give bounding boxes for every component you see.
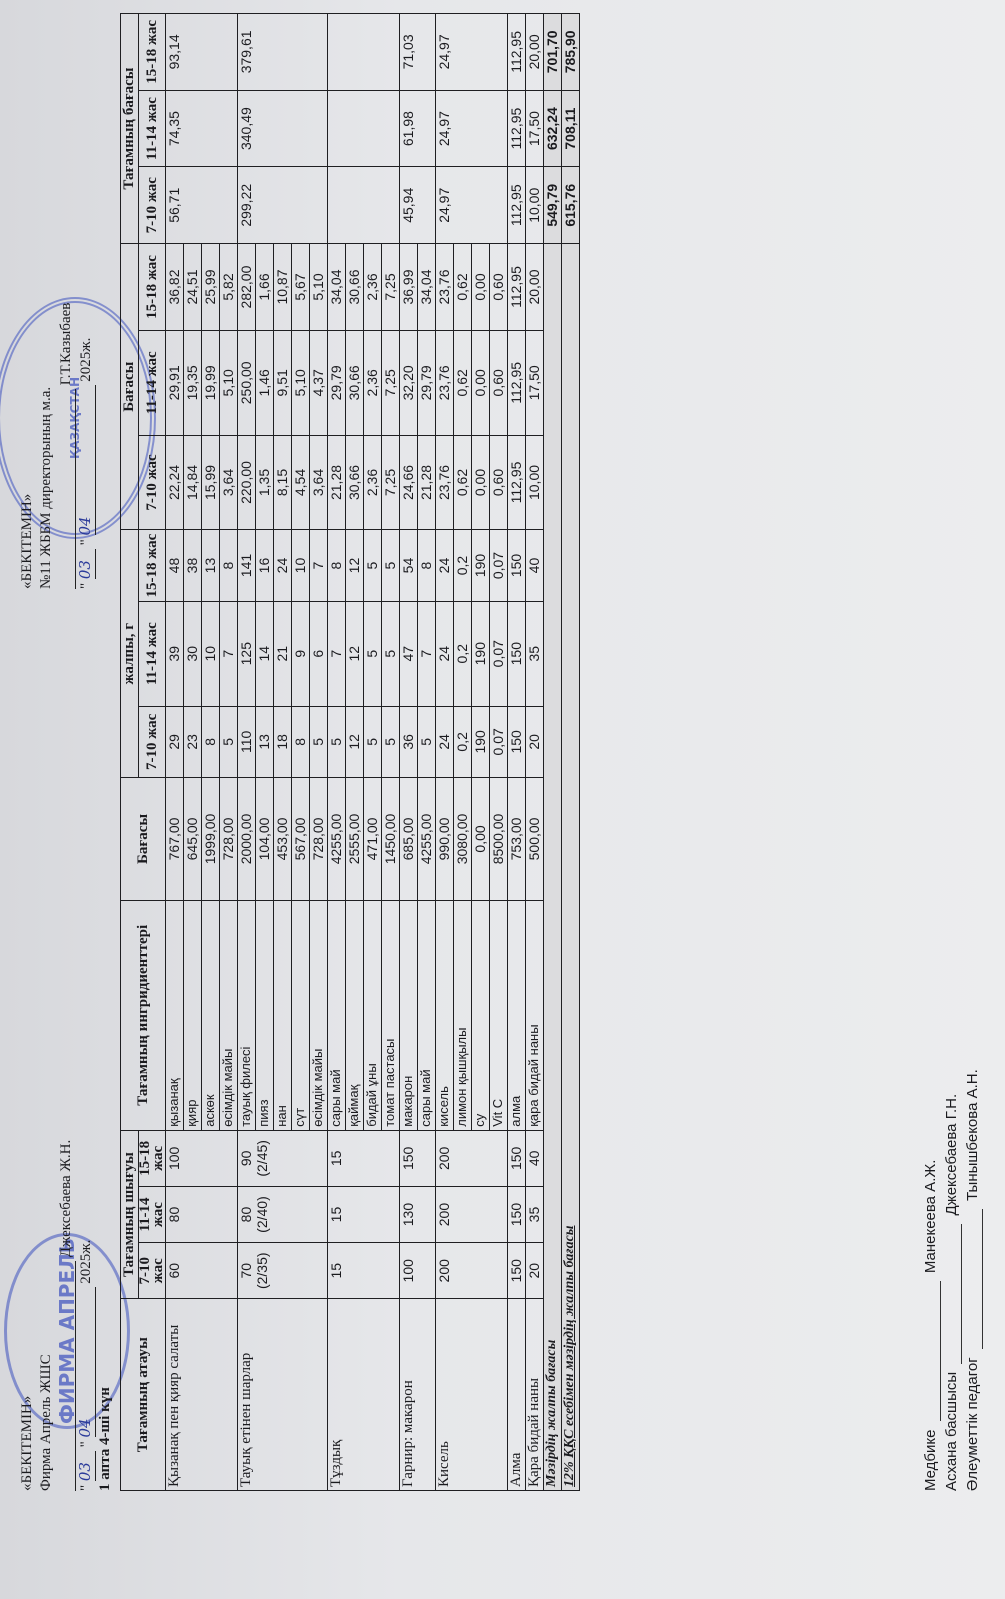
total-vat-row	[562, 14, 580, 1491]
dish-yield: 15	[328, 1186, 400, 1242]
col-cost: Бағасы	[121, 244, 139, 530]
ingredient-cost: 1,35	[256, 435, 274, 530]
ingredient-gross: 7	[418, 601, 436, 706]
date-line-right: " 03 " 04 2025ж.	[76, 337, 94, 589]
ingredient-gross: 12	[346, 530, 364, 602]
approve-heading-right: «БЕКІТЕМІН»	[19, 493, 35, 589]
signatures-block	[920, 1069, 983, 1491]
ingredient-gross: 21	[274, 601, 292, 706]
ingredient-gross: 150	[508, 530, 526, 602]
ingredient-gross: 7	[220, 601, 238, 706]
dish-cost: 10,00	[526, 167, 544, 244]
ingredient-cost: 36,99	[400, 244, 418, 331]
ingredient-cost: 25,99	[202, 244, 220, 331]
ingredient-cost: 3,64	[310, 435, 328, 530]
dish-yield: 150	[508, 1243, 526, 1299]
col-dish-name: Тағамның атауы	[121, 1299, 166, 1491]
name-social-pedagogue: Тынышбекова А.Н.	[964, 1069, 981, 1201]
ingredient-gross: 190	[472, 601, 490, 706]
ingredient-cost: 3,64	[220, 435, 238, 530]
ingredient-gross: 5	[328, 706, 346, 778]
ingredient-cost: 20,00	[526, 244, 544, 331]
name-nurse: Манекеева А.Ж.	[922, 1159, 939, 1274]
menu-cost-table	[120, 13, 580, 1491]
ingredient-gross: 5	[220, 706, 238, 778]
signer-name-left: Джексебаева Ж.Н.	[58, 1139, 74, 1258]
dish-yield: 200	[436, 1243, 508, 1299]
ingredient-gross: 36	[400, 706, 418, 778]
ingredient-price: 1450,00	[382, 778, 400, 901]
signature-left	[56, 1261, 76, 1491]
ingredient-cost: 112,95	[508, 435, 526, 530]
ingredient-gross: 24	[436, 706, 454, 778]
dish-cost: 112,95	[508, 14, 526, 91]
ingredient-gross: 9	[292, 601, 310, 706]
dish-yield: 200	[436, 1186, 508, 1242]
ingredient-gross: 10	[202, 601, 220, 706]
age-11-14: 11-14 жас	[139, 601, 166, 706]
age-7-10: 7-10 жас	[139, 706, 166, 778]
ingredient-gross: 0,07	[490, 601, 508, 706]
role-nurse: Медбике	[922, 1429, 939, 1491]
ingredient-price: 645,00	[184, 778, 202, 901]
ingredient-price: 471,00	[364, 778, 382, 901]
ingredient-gross: 30	[184, 601, 202, 706]
dish-cost	[328, 14, 400, 91]
dish-name: Қызанақ пен қияр салаты	[166, 1299, 238, 1491]
ingredient-gross: 0,2	[454, 530, 472, 602]
age-11-14: 11-14 жас	[139, 90, 166, 167]
ingredient-gross: 54	[400, 530, 418, 602]
ingredient-name: су	[472, 900, 490, 1130]
ingredient-cost: 36,82	[166, 244, 184, 331]
company-stamp-left: ФИРМА АПРЕЛЬ	[4, 1233, 130, 1429]
ingredient-gross: 0,07	[490, 530, 508, 602]
dish-yield: 90 (2/45)	[238, 1130, 328, 1186]
ingredient-cost: 0,62	[454, 244, 472, 331]
date-month-right: 04	[76, 386, 96, 536]
ingredient-name: пияз	[256, 900, 274, 1130]
ingredient-cost: 5,10	[310, 244, 328, 331]
dish-yield: 70 (2/35)	[238, 1243, 328, 1299]
ingredient-price: 4255,00	[328, 778, 346, 901]
dish-yield: 15	[328, 1130, 400, 1186]
approve-heading-left: «БЕКІТЕМІН»	[19, 1395, 35, 1491]
ingredient-name: өсімдік майы	[310, 900, 328, 1130]
ingredient-gross: 0,07	[490, 706, 508, 778]
ingredient-gross: 0,2	[454, 601, 472, 706]
ingredient-gross: 5	[382, 601, 400, 706]
dish-cost	[328, 90, 400, 167]
ingredient-cost: 7,25	[382, 435, 400, 530]
date-day-right: 03	[76, 549, 96, 579]
ingredient-cost: 0,60	[490, 435, 508, 530]
ingredient-price: 8500,00	[490, 778, 508, 901]
ingredient-name: макарон	[400, 900, 418, 1130]
role-kitchen-head: Асхана басшысы	[943, 1371, 960, 1491]
totals-body	[544, 14, 580, 1491]
table-row	[166, 14, 184, 1491]
dish-yield: 20	[526, 1243, 544, 1299]
organization-left: Фирма Апрель ЖШС	[38, 1354, 54, 1491]
ingredient-cost: 250,00	[238, 330, 256, 435]
ingredient-gross: 24	[274, 530, 292, 602]
dish-yield: 80	[166, 1186, 238, 1242]
dish-name: Гарнир: макарон	[400, 1299, 436, 1491]
ingredient-gross: 24	[436, 601, 454, 706]
role-social-pedagogue: Әлеуметтік педагог	[964, 1357, 981, 1491]
dish-cost: 379,61	[238, 14, 328, 91]
ingredient-name: кисель	[436, 900, 454, 1130]
ingredient-cost: 282,00	[238, 244, 256, 331]
signature-line-kitchen-head	[941, 1069, 962, 1491]
ingredient-price: 728,00	[220, 778, 238, 901]
dish-yield: 150	[508, 1130, 526, 1186]
ingredient-price: 3080,00	[454, 778, 472, 901]
ingredient-cost: 10,00	[526, 435, 544, 530]
ingredient-gross: 150	[508, 601, 526, 706]
ingredient-cost: 1,46	[256, 330, 274, 435]
age-7-10: 7-10 жас	[139, 1243, 166, 1299]
dish-name: Тауық етінен шарлар	[238, 1299, 328, 1491]
ingredient-price: 4255,00	[418, 778, 436, 901]
dish-yield: 40	[526, 1130, 544, 1186]
ingredient-cost: 2,36	[364, 244, 382, 331]
ingredient-gross: 0,2	[454, 706, 472, 778]
dish-cost: 24,97	[436, 14, 508, 91]
dish-yield: 60	[166, 1243, 238, 1299]
total-vat-15-18: 785,90	[562, 14, 580, 91]
ingredient-gross: 47	[400, 601, 418, 706]
ingredient-cost: 9,51	[274, 330, 292, 435]
ingredient-cost: 0,60	[490, 330, 508, 435]
ingredient-gross: 190	[472, 706, 490, 778]
age-15-18: 15-18 жас	[139, 1130, 166, 1186]
ingredient-price: 1999,00	[202, 778, 220, 901]
dish-yield: 150	[400, 1130, 436, 1186]
date-month-left: 04	[76, 1288, 96, 1438]
ingredient-gross: 5	[364, 530, 382, 602]
dish-cost: 56,71	[166, 167, 238, 244]
dish-cost: 112,95	[508, 167, 526, 244]
dish-cost: 112,95	[508, 90, 526, 167]
ingredient-name: аскөк	[202, 900, 220, 1130]
ingredient-cost: 5,10	[292, 330, 310, 435]
date-line-left: " 03 " 04 2025ж.	[76, 1239, 94, 1491]
ingredient-cost: 24,66	[400, 435, 418, 530]
age-15-18: 15-18 жас	[139, 530, 166, 602]
approval-block-left	[18, 1140, 115, 1491]
signature-nurse	[920, 1281, 941, 1421]
ingredient-cost: 0,62	[454, 435, 472, 530]
date-year-left: 2025ж.	[78, 1239, 94, 1284]
ingredient-gross: 20	[526, 706, 544, 778]
ingredient-gross: 141	[238, 530, 256, 602]
ingredient-cost: 7,25	[382, 330, 400, 435]
ingredient-gross: 39	[166, 601, 184, 706]
dish-cost: 45,94	[400, 167, 436, 244]
ingredient-gross: 150	[508, 706, 526, 778]
ingredient-cost: 19,99	[202, 330, 220, 435]
dish-yield: 100	[400, 1243, 436, 1299]
age-15-18: 15-18 жас	[139, 14, 166, 91]
ingredient-cost: 17,50	[526, 330, 544, 435]
ingredient-price: 767,00	[166, 778, 184, 901]
col-ingredients: Тағамның ингридиенттері	[121, 900, 166, 1130]
dish-yield: 15	[328, 1243, 400, 1299]
ingredient-name: қара бидай наны	[526, 900, 544, 1130]
ingredient-gross: 40	[526, 530, 544, 602]
dish-yield: 130	[400, 1186, 436, 1242]
ingredient-cost: 34,04	[418, 244, 436, 331]
ingredient-cost: 112,95	[508, 330, 526, 435]
ingredient-gross: 38	[184, 530, 202, 602]
signature-kitchen-head	[941, 1224, 962, 1364]
ingredient-name: нан	[274, 900, 292, 1130]
ingredient-name: сары май	[418, 900, 436, 1130]
age-7-10: 7-10 жас	[139, 435, 166, 530]
ingredient-cost: 24,51	[184, 244, 202, 331]
dish-cost: 61,98	[400, 90, 436, 167]
ingredient-cost: 0,00	[472, 330, 490, 435]
ingredient-name: сары май	[328, 900, 346, 1130]
ingredient-gross: 5	[418, 706, 436, 778]
ingredient-price: 753,00	[508, 778, 526, 901]
ingredient-cost: 21,28	[328, 435, 346, 530]
age-11-14: 11-14 жас	[139, 1186, 166, 1242]
dish-name: Қара бидай наны	[526, 1299, 544, 1491]
dish-yield: 35	[526, 1186, 544, 1242]
ingredient-cost: 29,91	[166, 330, 184, 435]
table-header-row	[121, 14, 139, 1491]
dish-cost	[328, 167, 400, 244]
dish-cost: 340,49	[238, 90, 328, 167]
table-body	[166, 14, 544, 1491]
ingredient-gross: 8	[202, 706, 220, 778]
col-price: Бағасы	[121, 778, 166, 901]
ingredient-cost: 15,99	[202, 435, 220, 530]
table-row	[436, 14, 454, 1491]
ingredient-gross: 13	[202, 530, 220, 602]
age-7-10: 7-10 жас	[139, 167, 166, 244]
ingredient-cost: 21,28	[418, 435, 436, 530]
ingredient-cost: 29,79	[418, 330, 436, 435]
age-15-18: 15-18 жас	[139, 244, 166, 331]
ingredient-cost: 4,37	[310, 330, 328, 435]
table-subheader-row	[139, 14, 166, 1491]
table-row	[238, 14, 256, 1491]
dish-cost: 71,03	[400, 14, 436, 91]
ingredient-name: тауық филесі	[238, 900, 256, 1130]
dish-cost: 24,97	[436, 90, 508, 167]
signature-social-pedagogue	[962, 1209, 983, 1349]
ingredient-cost: 10,87	[274, 244, 292, 331]
ingredient-gross: 8	[220, 530, 238, 602]
ingredient-cost: 0,00	[472, 244, 490, 331]
ingredient-gross: 5	[382, 706, 400, 778]
organization-right: №11 ЖББМ директорының м.а.	[38, 386, 54, 589]
ingredient-cost: 0,62	[454, 330, 472, 435]
ingredient-cost: 5,10	[220, 330, 238, 435]
ingredient-name: Vit C	[490, 900, 508, 1130]
ingredient-name: томат пастасы	[382, 900, 400, 1130]
dish-yield: 150	[508, 1186, 526, 1242]
ingredient-gross: 16	[256, 530, 274, 602]
signature-line-social-pedagogue	[962, 1069, 983, 1491]
ingredient-gross: 8	[292, 706, 310, 778]
dish-name: Тұздық	[328, 1299, 400, 1491]
dish-cost: 17,50	[526, 90, 544, 167]
signer-name-right: Г.Т.Казыбаев	[58, 302, 74, 386]
ingredient-cost: 23,76	[436, 244, 454, 331]
ingredient-gross: 5	[382, 530, 400, 602]
ingredient-name: бидай ұны	[364, 900, 382, 1130]
ingredient-gross: 8	[328, 530, 346, 602]
signer-line-left	[56, 1140, 76, 1491]
ingredient-cost: 30,66	[346, 330, 364, 435]
ingredient-gross: 18	[274, 706, 292, 778]
dish-cost: 299,22	[238, 167, 328, 244]
ingredient-cost: 32,20	[400, 330, 418, 435]
signer-line-right	[56, 303, 76, 589]
ingredient-price: 0,00	[472, 778, 490, 901]
ingredient-cost: 30,66	[346, 435, 364, 530]
ingredient-cost: 22,24	[166, 435, 184, 530]
dish-cost: 74,35	[166, 90, 238, 167]
ingredient-cost: 1,66	[256, 244, 274, 331]
ingredient-gross: 7	[310, 530, 328, 602]
age-11-14: 11-14 жас	[139, 330, 166, 435]
ingredient-cost: 30,66	[346, 244, 364, 331]
dish-name: Кисель	[436, 1299, 508, 1491]
dish-cost: 20,00	[526, 14, 544, 91]
ingredient-name: сүт	[292, 900, 310, 1130]
col-dish-cost: Тағамның бағасы	[121, 14, 139, 244]
ingredient-cost: 4,54	[292, 435, 310, 530]
ingredient-gross: 13	[256, 706, 274, 778]
table-row	[400, 14, 418, 1491]
ingredient-price: 2555,00	[346, 778, 364, 901]
ingredient-cost: 0,60	[490, 244, 508, 331]
table-row	[526, 14, 544, 1491]
table-row	[508, 14, 526, 1491]
ingredient-price: 990,00	[436, 778, 454, 901]
ingredient-cost: 5,67	[292, 244, 310, 331]
ingredient-cost: 23,76	[436, 330, 454, 435]
total-label: Мәзірдің жалпы бағасы	[544, 244, 562, 1491]
dish-yield: 100	[166, 1130, 238, 1186]
signature-right	[56, 389, 76, 589]
dish-yield: 200	[436, 1130, 508, 1186]
ingredient-gross: 35	[526, 601, 544, 706]
ingredient-gross: 8	[418, 530, 436, 602]
ingredient-name: қаймақ	[346, 900, 364, 1130]
ingredient-gross: 7	[328, 601, 346, 706]
name-kitchen-head: Джексебаева Г.Н.	[943, 1093, 960, 1216]
ingredient-price: 2000,00	[238, 778, 256, 901]
ingredient-gross: 110	[238, 706, 256, 778]
total-vat-11-14: 708,11	[562, 90, 580, 167]
dish-name: Алма	[508, 1299, 526, 1491]
ingredient-cost: 7,25	[382, 244, 400, 331]
ingredient-name: өсімдік майы	[220, 900, 238, 1130]
col-gross: жалпы, г	[121, 530, 139, 778]
ingredient-cost: 19,35	[184, 330, 202, 435]
ingredient-gross: 12	[346, 601, 364, 706]
ingredient-gross: 5	[364, 601, 382, 706]
total-11-14: 632,24	[544, 90, 562, 167]
ingredient-cost: 2,36	[364, 330, 382, 435]
ingredient-gross: 5	[364, 706, 382, 778]
ingredient-name: алма	[508, 900, 526, 1130]
ingredient-gross: 10	[292, 530, 310, 602]
ingredient-price: 500,00	[526, 778, 544, 901]
date-year-right: 2025ж.	[78, 337, 94, 382]
ingredient-gross: 190	[472, 530, 490, 602]
ingredient-gross: 29	[166, 706, 184, 778]
dish-cost: 93,14	[166, 14, 238, 91]
signature-line-nurse	[920, 1069, 941, 1491]
dish-cost: 24,97	[436, 167, 508, 244]
approval-block-right	[18, 303, 96, 589]
ingredient-price: 685,00	[400, 778, 418, 901]
ingredient-name: қияр	[184, 900, 202, 1130]
ingredient-cost: 34,04	[328, 244, 346, 331]
ingredient-cost: 5,82	[220, 244, 238, 331]
ingredient-cost: 220,00	[238, 435, 256, 530]
col-yield: Тағамның шығуы	[121, 1130, 139, 1299]
ingredient-gross: 14	[256, 601, 274, 706]
school-stamp-right: ҚАЗАҚСТАН	[0, 297, 156, 539]
ingredient-gross: 6	[310, 601, 328, 706]
ingredient-cost: 0,00	[472, 435, 490, 530]
ingredient-gross: 125	[238, 601, 256, 706]
ingredient-cost: 14,84	[184, 435, 202, 530]
ingredient-price: 728,00	[310, 778, 328, 901]
date-day-left: 03	[76, 1451, 96, 1481]
ingredient-cost: 8,15	[274, 435, 292, 530]
ingredient-cost: 2,36	[364, 435, 382, 530]
total-vat-7-10: 615,76	[562, 167, 580, 244]
total-vat-label: 12% ҚҚС есебімен мәзірдің жалпы бағасы	[562, 244, 580, 1491]
total-row	[544, 14, 562, 1491]
ingredient-price: 567,00	[292, 778, 310, 901]
ingredient-price: 453,00	[274, 778, 292, 901]
ingredient-gross: 12	[346, 706, 364, 778]
total-15-18: 701,70	[544, 14, 562, 91]
ingredient-name: лимон қышқылы	[454, 900, 472, 1130]
table-row	[328, 14, 346, 1491]
day-label: 1 апта 4-ші күн	[97, 1387, 113, 1491]
ingredient-name: қызанақ	[166, 900, 184, 1130]
total-7-10: 549,79	[544, 167, 562, 244]
ingredient-price: 104,00	[256, 778, 274, 901]
ingredient-cost: 112,95	[508, 244, 526, 331]
ingredient-gross: 5	[310, 706, 328, 778]
ingredient-gross: 24	[436, 530, 454, 602]
ingredient-cost: 29,79	[328, 330, 346, 435]
ingredient-cost: 23,76	[436, 435, 454, 530]
dish-yield: 80 (2/40)	[238, 1186, 328, 1242]
ingredient-gross: 48	[166, 530, 184, 602]
ingredient-gross: 23	[184, 706, 202, 778]
